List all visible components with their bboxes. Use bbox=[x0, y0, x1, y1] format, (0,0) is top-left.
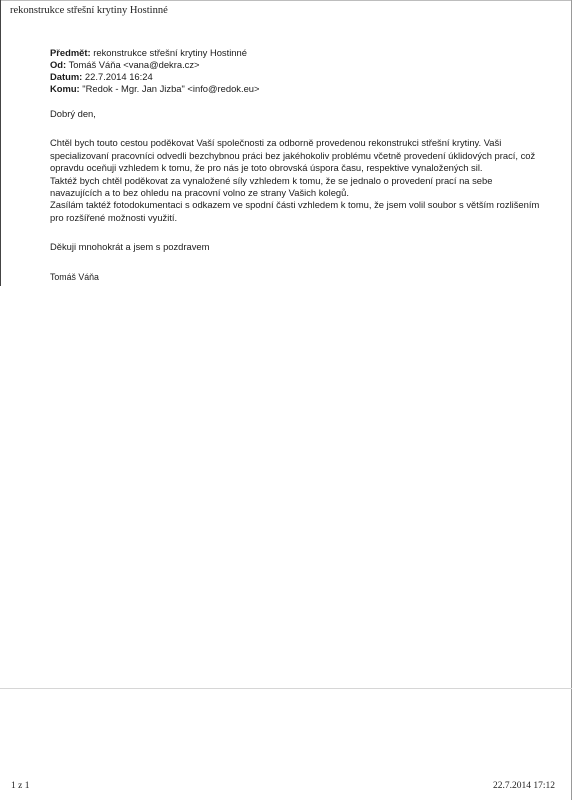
body-line: pro rozšířené možnosti využití. bbox=[50, 211, 178, 223]
subject-row bbox=[50, 47, 260, 59]
from-row bbox=[50, 59, 260, 71]
body-line: Taktéž bych chtěl poděkovat za vynaložené síly vzhledem k tomu, že se jednalo o provedení prací na sebe bbox=[50, 174, 493, 186]
to-row bbox=[50, 83, 260, 95]
date-value: 22.7.2014 16:24 bbox=[84, 71, 153, 83]
signature: Tomáš Váňa bbox=[50, 271, 99, 282]
email-header bbox=[50, 47, 260, 95]
page-number: 1 z 1 bbox=[11, 781, 30, 791]
to-label: Komu: bbox=[50, 83, 80, 95]
closing: Děkuji mnohokrát a jsem s pozdravem bbox=[50, 241, 210, 253]
page-border-top bbox=[0, 0, 572, 1]
print-header-title: rekonstrukce střešní krytiny Hostinné bbox=[10, 5, 168, 16]
date-row bbox=[50, 71, 260, 83]
print-timestamp: 22.7.2014 17:12 bbox=[492, 781, 555, 791]
page-border-left bbox=[0, 0, 1, 286]
body-line: opravdu oceňuji vzhledem k tomu, že pro nás je toto obrovská úspora času, respektive vynaložených sil. bbox=[50, 162, 483, 174]
email-body bbox=[50, 108, 550, 283]
subject-label: Předmět: bbox=[50, 47, 91, 58]
date-label: Datum: bbox=[50, 71, 83, 83]
from-value: Tomáš Váňa <vana@dekra.cz> bbox=[68, 59, 200, 71]
body-line: navazujících a to bez ohledu na pracovní volno ze strany Vašich kolegů. bbox=[50, 187, 349, 199]
to-value: "Redok - Mgr. Jan Jizba" <info@redok.eu> bbox=[82, 83, 260, 95]
page-border-bottom bbox=[0, 688, 572, 689]
body-line: Chtěl bych touto cestou poděkovat Vaší společnosti za odborně provedenou rekonstrukci střešní krytiny. Vaši bbox=[50, 137, 502, 149]
greeting: Dobrý den, bbox=[50, 108, 96, 119]
body-line: specializovaní pracovníci odvedli bezchybnou práci bez jakéhokoliv problému včetně provedení úklidových prací, což bbox=[50, 149, 536, 161]
subject-value: rekonstrukce střešní krytiny Hostinné bbox=[93, 47, 247, 58]
from-label: Od: bbox=[50, 59, 67, 71]
body-line: Zasílám taktéž fotodokumentaci s odkazem ve spodní části vzhledem k tomu, že jsem volil soubor s větším rozlišením bbox=[50, 199, 540, 211]
